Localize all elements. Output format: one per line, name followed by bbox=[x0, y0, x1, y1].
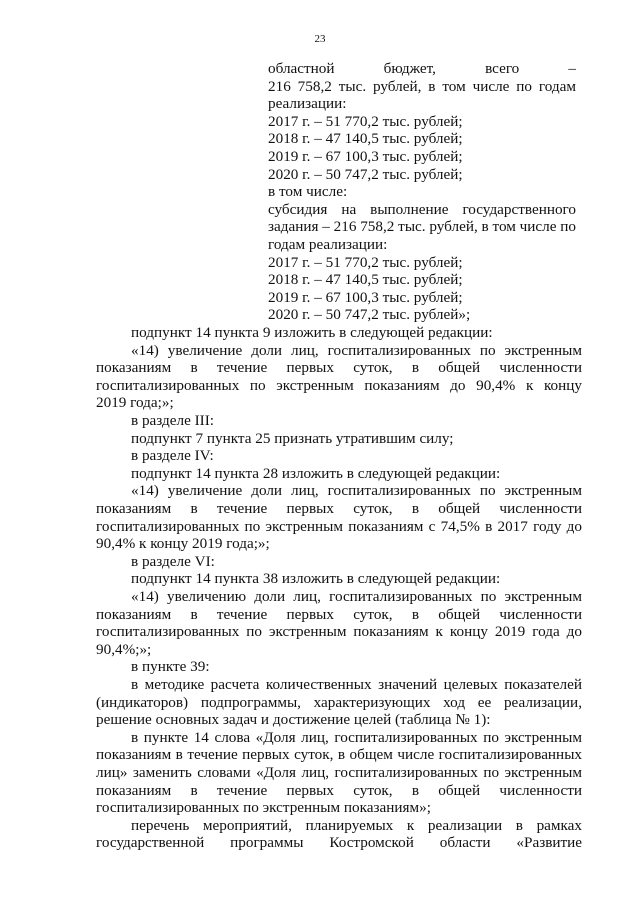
body-line: подпункт 14 пункта 9 изложить в следующей редакции: bbox=[131, 324, 493, 341]
page-number: 23 bbox=[314, 33, 326, 45]
finance-line: 2018 г. – 47 140,5 тыс. рублей; bbox=[268, 130, 463, 148]
finance-line: 216 758,2 тыс. рублей, в том числе по годам bbox=[268, 77, 576, 95]
finance-line: 2019 г. – 67 100,3 тыс. рублей; bbox=[268, 288, 463, 306]
finance-line: реализации: bbox=[268, 95, 347, 113]
finance-line: 2018 г. – 47 140,5 тыс. рублей; bbox=[268, 271, 463, 289]
body-line: госпитализированных по экстренным показаниям к концу 2019 года до bbox=[96, 623, 582, 641]
finance-line: годам реализации: bbox=[268, 236, 388, 253]
body-line: госпитализированных по экстренным показаниям»; bbox=[96, 799, 431, 817]
body-line: «14) увеличение доли лиц, госпитализированных по экстренным bbox=[131, 482, 582, 500]
body-line: в пункте 14 слова «Доля лиц, госпитализированных по экстренным bbox=[131, 728, 582, 746]
body-line: госпитализированных по экстренным показаниям с 74,5% в 2017 году до bbox=[96, 517, 582, 535]
body-line: перечень мероприятий, планируемых к реализации в рамках bbox=[131, 816, 582, 834]
body-line: (индикаторов) подпрограммы, характеризующих ход ее реализации, bbox=[96, 693, 582, 711]
finance-line: 2017 г. – 51 770,2 тыс. рублей; bbox=[268, 112, 463, 130]
finance-line: 2017 г. – 51 770,2 тыс. рублей; bbox=[268, 253, 463, 271]
body-line: показаниям в течение первых суток, в общей численности bbox=[96, 500, 582, 517]
body-line: показаниям в течение первых суток, в общей численности bbox=[96, 781, 582, 799]
body-line: показаниям в течение первых суток, в общей численности bbox=[96, 359, 582, 377]
body-line: в разделе VI: bbox=[131, 552, 215, 570]
body-line: «14) увеличению доли лиц, госпитализированных по экстренным bbox=[131, 588, 582, 605]
body-line: 90,4% к концу 2019 года;»; bbox=[96, 535, 270, 553]
body-line: государственной программы Костромской области «Развитие bbox=[96, 834, 582, 852]
finance-line: субсидия на выполнение государственного bbox=[268, 200, 576, 218]
body-line: в разделе IV: bbox=[131, 447, 214, 465]
body-line: «14) увеличение доли лиц, госпитализированных по экстренным bbox=[131, 341, 582, 359]
body-line: 2019 года;»; bbox=[96, 394, 174, 412]
body-line: показаниям в течение первых суток, в общем числе госпитализированных bbox=[96, 746, 582, 764]
body-line: госпитализированных по экстренным показаниям до 90,4% к концу bbox=[96, 376, 582, 394]
finance-line: 2019 г. – 67 100,3 тыс. рублей; bbox=[268, 148, 463, 165]
body-line: в разделе III: bbox=[131, 412, 215, 429]
body-line: подпункт 14 пункта 28 изложить в следующей редакции: bbox=[131, 464, 501, 482]
body-line: показаниям в течение первых суток, в общей численности bbox=[96, 605, 582, 623]
finance-line: в том числе: bbox=[268, 183, 348, 201]
body-line: лиц» заменить словами «Доля лиц, госпитализированных по экстренным bbox=[96, 764, 582, 781]
body-line: решение основных задач и достижение целей (таблица № 1): bbox=[96, 711, 491, 729]
body-line: подпункт 14 пункта 38 изложить в следующей редакции: bbox=[131, 570, 501, 588]
body-line: в методике расчета количественных значений целевых показателей bbox=[131, 676, 582, 693]
body-line: 90,4%;»; bbox=[96, 640, 152, 658]
finance-line: областной бюджет, всего – bbox=[268, 60, 576, 77]
finance-line: задания – 216 758,2 тыс. рублей, в том числе по bbox=[268, 218, 576, 236]
body-line: подпункт 7 пункта 25 признать утратившим силу; bbox=[131, 429, 454, 447]
finance-line: 2020 г. – 50 747,2 тыс. рублей»; bbox=[268, 306, 471, 324]
finance-line: 2020 г. – 50 747,2 тыс. рублей; bbox=[268, 165, 463, 183]
body-line: в пункте 39: bbox=[131, 658, 210, 676]
